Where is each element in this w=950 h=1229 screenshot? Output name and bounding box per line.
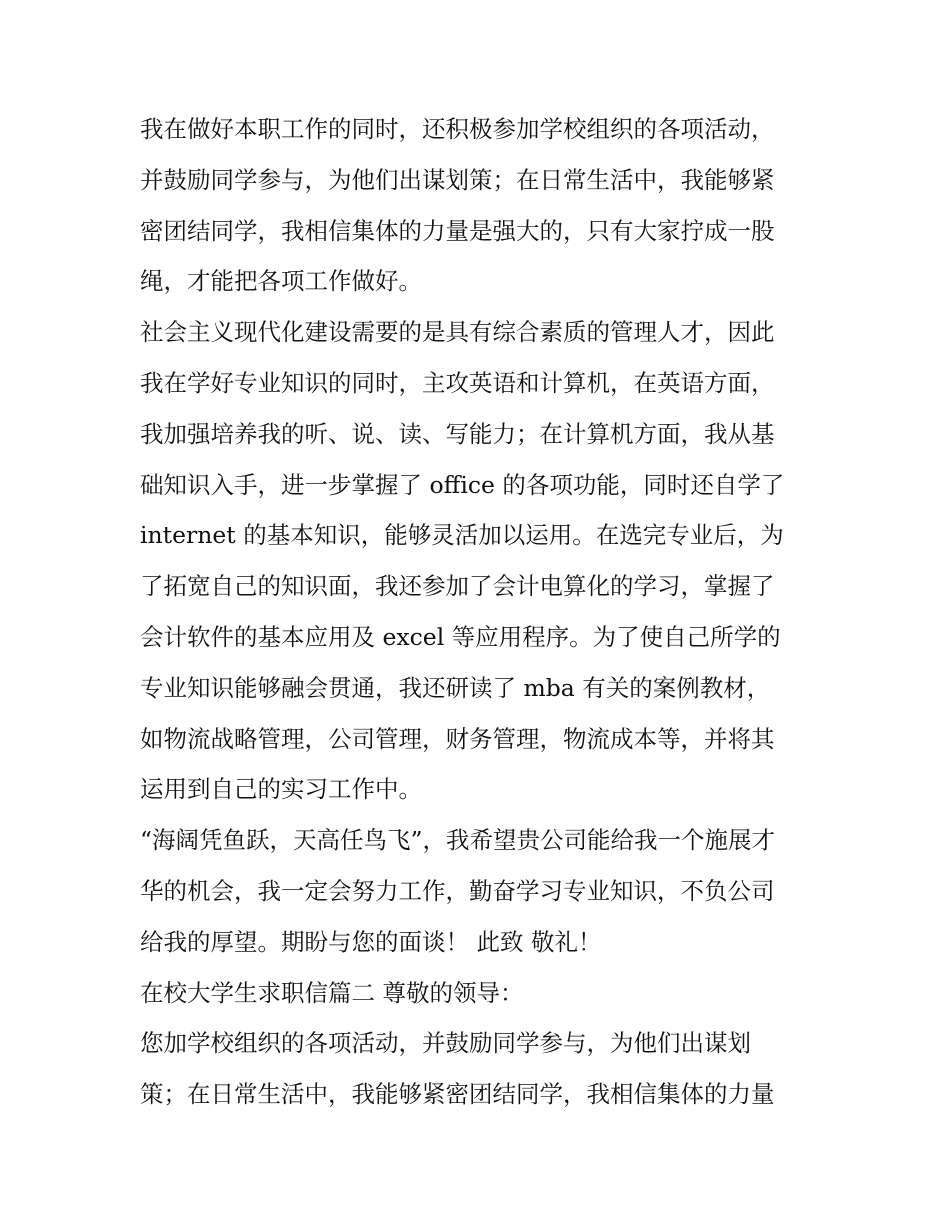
text-line: 我在做好本职工作的同时，还积极参加学校组织的各项活动，	[140, 115, 775, 143]
document-body	[140, 104, 820, 1120]
text-line: 我加强培养我的听、说、读、写能力；在计算机方面，我从基	[140, 419, 775, 448]
text-line: 专业知识能够融会贯通，我还研读了 mba 有关的案例教材，	[140, 673, 771, 702]
text-line: 了拓宽自己的知识面，我还参加了会计电算化的学习，掌握了	[140, 572, 775, 601]
paragraph-closing	[140, 815, 820, 967]
text-line: 社会主义现代化建设需要的是具有综合素质的管理人才，因此	[140, 318, 775, 347]
text-line: 并鼓励同学参与，为他们出谋划策；在日常生活中，我能够紧	[140, 165, 775, 194]
text-line: 您加学校组织的各项活动，并鼓励同学参与，为他们出谋划	[140, 1029, 751, 1058]
text-line: 绳，才能把各项工作做好。	[140, 267, 422, 296]
text-line: 础知识入手，进一步掌握了 office 的各项功能，同时还自学了	[140, 470, 785, 499]
text-line: 密团结同学，我相信集体的力量是强大的，只有大家拧成一股	[140, 216, 775, 245]
paragraph-skills	[140, 307, 820, 815]
section-heading	[140, 968, 820, 1019]
text-line: 给我的厚望。期盼与您的面谈！ 此致 敬礼！	[140, 927, 602, 956]
text-line: 我在学好专业知识的同时，主攻英语和计算机，在英语方面，	[140, 368, 775, 397]
text-line: “海阔凭鱼跃，天高任鸟飞”，我希望贵公司能给我一个施展才	[140, 826, 776, 855]
text-line: 运用到自己的实习工作中。	[140, 775, 422, 804]
text-line: 策；在日常生活中，我能够紧密团结同学，我相信集体的力量	[140, 1080, 775, 1109]
paragraph-activities	[140, 104, 820, 307]
paragraph-letter-two	[140, 1018, 820, 1120]
text-line: 华的机会，我一定会努力工作，勤奋学习专业知识，不负公司	[140, 876, 775, 905]
text-line: 会计软件的基本应用及 excel 等应用程序。为了使自己所学的	[140, 622, 781, 651]
text-line: 如物流战略管理，公司管理，财务管理，物流成本等，并将其	[140, 724, 775, 753]
text-line: internet 的基本知识，能够灵活加以运用。在选完专业后，为	[140, 521, 784, 550]
text-line: 在校大学生求职信篇二 尊敬的领导：	[140, 978, 524, 1007]
